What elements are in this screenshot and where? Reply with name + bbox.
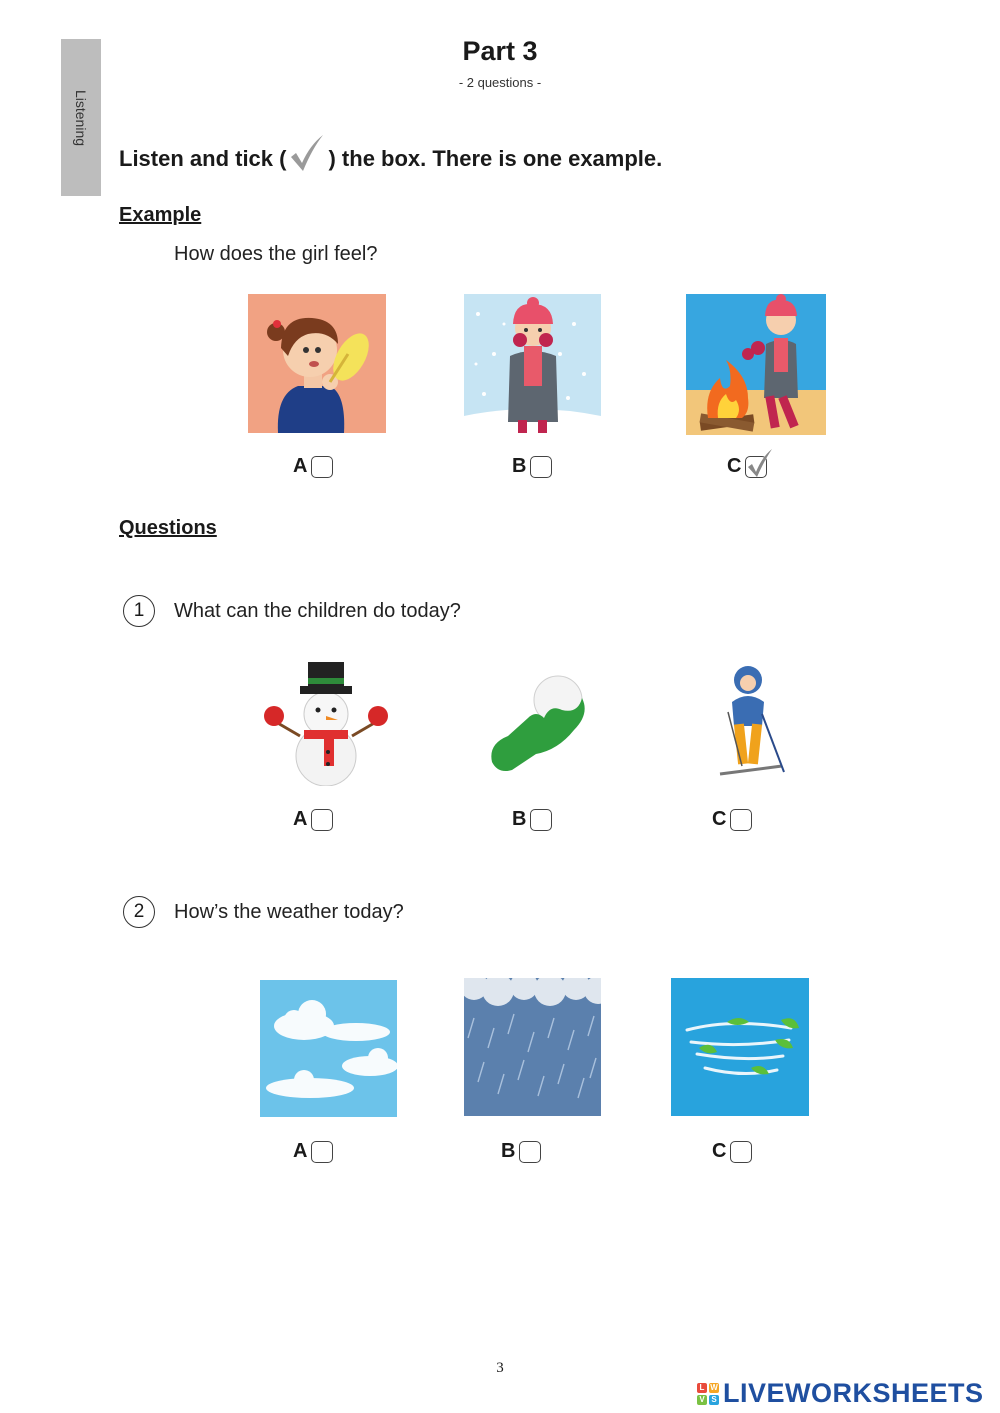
side-tab-label: Listening <box>73 89 89 146</box>
q2-image-b-rain <box>464 978 601 1116</box>
example-image-a-hot-girl <box>248 294 386 433</box>
example-image-c-warm-girl <box>686 294 826 435</box>
question-number-2: 2 <box>123 896 155 928</box>
brand-mark-icon: L W V S <box>697 1383 719 1405</box>
example-image-b-cold-girl <box>464 294 601 433</box>
q1-image-c-skiing <box>718 662 790 780</box>
option-letter: A <box>293 1140 308 1162</box>
q2-option-b[interactable] <box>501 1140 541 1163</box>
checkbox[interactable] <box>530 809 552 831</box>
q2-image-c-wind <box>671 978 809 1116</box>
option-letter: C <box>712 808 727 830</box>
question-1-text: What can the children do today? <box>174 600 461 622</box>
brand-logo <box>697 1378 984 1409</box>
checkbox[interactable] <box>311 456 333 478</box>
instruction-text-start: Listen and tick ( <box>119 146 287 171</box>
checkbox[interactable] <box>730 1141 752 1163</box>
checkbox[interactable] <box>311 809 333 831</box>
option-letter: B <box>512 808 527 830</box>
tick-icon <box>288 133 326 173</box>
page-subtitle: - 2 questions - <box>458 75 542 90</box>
q2-image-a-cloudy <box>260 980 397 1117</box>
q1-image-b-snowball <box>488 674 588 774</box>
instruction <box>119 139 662 179</box>
q1-option-c[interactable] <box>712 808 752 831</box>
tick-icon <box>744 447 774 479</box>
example-option-a[interactable] <box>293 455 333 478</box>
checkbox[interactable] <box>311 1141 333 1163</box>
option-letter: C <box>712 1140 727 1162</box>
question-number-1: 1 <box>123 595 155 627</box>
checkbox[interactable] <box>530 456 552 478</box>
page-title: Part 3 <box>462 36 538 66</box>
page-number: 3 <box>496 1360 504 1376</box>
instruction-text-end: ) the box. There is one example. <box>328 146 663 171</box>
option-letter: B <box>501 1140 516 1162</box>
option-letter: A <box>293 455 308 477</box>
question-2-text: How’s the weather today? <box>174 901 404 923</box>
checkbox[interactable] <box>519 1141 541 1163</box>
option-letter: B <box>512 455 527 477</box>
questions-heading: Questions <box>119 517 217 539</box>
q1-image-a-snowman <box>260 662 392 786</box>
brand-text: LIVEWORKSHEETS <box>723 1378 984 1408</box>
option-letter: C <box>727 455 742 477</box>
q1-option-a[interactable] <box>293 808 333 831</box>
option-letter: A <box>293 808 308 830</box>
example-option-b[interactable] <box>512 455 552 478</box>
checkbox-checked[interactable] <box>745 456 767 478</box>
checkbox[interactable] <box>730 809 752 831</box>
example-heading: Example <box>119 204 202 226</box>
q1-option-b[interactable] <box>512 808 552 831</box>
example-option-c[interactable] <box>727 455 767 478</box>
q2-option-a[interactable] <box>293 1140 333 1163</box>
example-question: How does the girl feel? <box>174 243 378 265</box>
q2-option-c[interactable] <box>712 1140 752 1163</box>
